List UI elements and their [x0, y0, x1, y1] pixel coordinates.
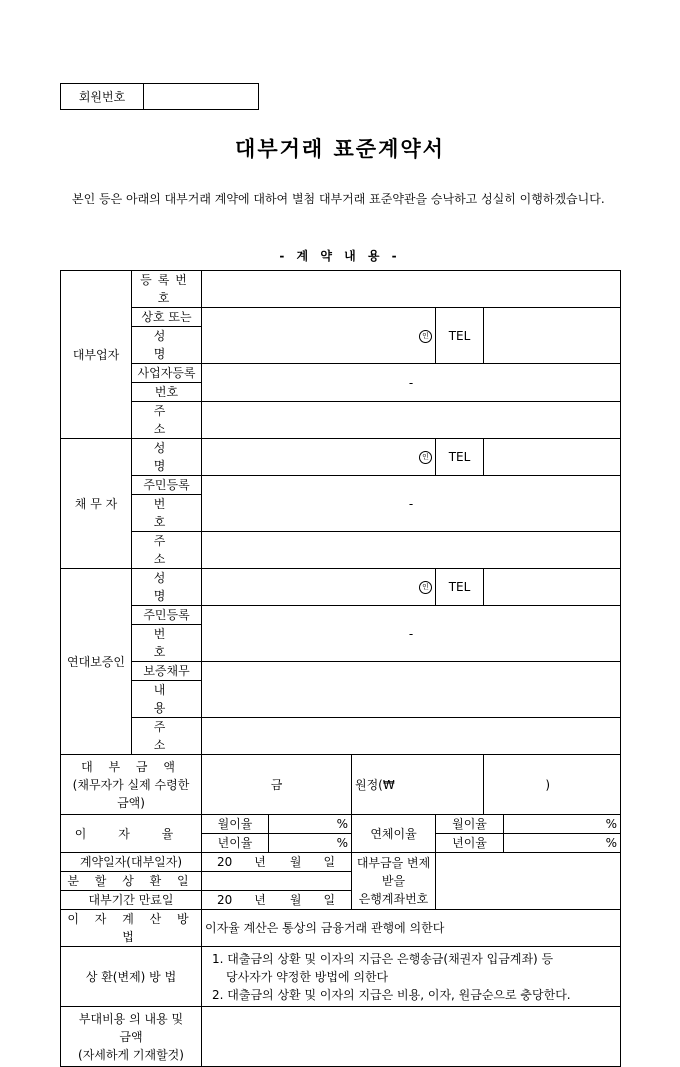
extra-cost-label-2: 금액	[119, 1029, 143, 1044]
guarantor-debt-field[interactable]	[202, 662, 621, 718]
contract-day-unit: 일	[323, 855, 336, 869]
document-title: 대부거래 표준계약서	[235, 137, 445, 161]
guarantor-addr-label: 주 소	[132, 718, 202, 755]
extra-cost-label	[61, 1007, 202, 1067]
contract-table	[60, 270, 621, 1067]
lender-bizno-label-1: 사업자등록	[132, 364, 202, 383]
guarantor-debt-label-1: 보증채무	[132, 662, 202, 681]
loan-amount-close: )	[484, 755, 621, 815]
loan-amount-label-1: 대 부 금 액	[81, 759, 181, 774]
lender-name-label-1: 상호 또는	[132, 308, 202, 327]
seal-icon: 인	[419, 330, 432, 343]
expiry-year-prefix: 20	[217, 893, 233, 907]
loan-amount-label	[61, 755, 202, 815]
repayment-line-2: 당사자가 약정한 방법에 의한다	[226, 969, 389, 984]
debtor-label: 채 무 자	[61, 439, 132, 569]
seal-icon: 인	[419, 451, 432, 464]
contract-year-unit: 년	[254, 855, 266, 869]
debtor-addr-label: 주 소	[132, 532, 202, 569]
guarantor-tel-field[interactable]	[484, 569, 621, 606]
debtor-tel-field[interactable]	[484, 439, 621, 476]
monthly-rate-label: 월이율	[202, 815, 269, 834]
guarantor-id-label-1: 주민등록	[132, 606, 202, 625]
interest-calc-value: 이자율 계산은 통상의 금융거래 관행에 의한다	[202, 910, 621, 947]
overdue-yearly-field[interactable]: %	[504, 834, 621, 853]
section-subtitle: - 계 약 내 용 -	[279, 249, 401, 263]
guarantor-tel-label: TEL	[436, 569, 484, 606]
extra-cost-label-3: (자세하게 기재할것)	[78, 1047, 184, 1062]
yearly-rate-field[interactable]: %	[269, 834, 352, 853]
lender-reg-no-field[interactable]	[202, 271, 621, 308]
account-field[interactable]	[436, 853, 621, 910]
debtor-id-field[interactable]: -	[202, 476, 621, 532]
guarantor-label: 연대보증인	[61, 569, 132, 755]
lender-name-field[interactable]	[202, 308, 436, 364]
contract-year-prefix: 20	[217, 855, 233, 869]
debtor-name-label: 성 명	[132, 439, 202, 476]
guarantor-id-field[interactable]: -	[202, 606, 621, 662]
contract-month-unit: 월	[289, 855, 302, 869]
lender-name-label-2: 성 명	[132, 327, 202, 364]
extra-cost-field[interactable]	[202, 1007, 621, 1067]
member-number-box	[60, 83, 259, 110]
expiry-date-label: 대부기간 만료일	[61, 891, 202, 910]
guarantor-name-field[interactable]	[202, 569, 436, 606]
overdue-monthly-label: 월이율	[436, 815, 504, 834]
loan-amount-won: 원정(₩	[355, 777, 395, 792]
member-number-label: 회원번호	[61, 84, 144, 110]
lender-tel-field[interactable]	[484, 308, 621, 364]
overdue-rate-label: 연체이율	[352, 815, 436, 853]
intro-text: 본인 등은 아래의 대부거래 계약에 대하여 별첨 대부거래 표준약관을 승낙하고 성실히 이행하겠습니다.	[72, 192, 605, 206]
interest-rate-label: 이 자 율	[61, 815, 202, 853]
expiry-month-unit: 월	[289, 893, 302, 907]
expiry-year-unit: 년	[254, 893, 266, 907]
lender-addr-label: 주 소	[132, 402, 202, 439]
expiry-day-unit: 일	[323, 893, 336, 907]
lender-addr-field[interactable]	[202, 402, 621, 439]
debtor-name-field[interactable]	[202, 439, 436, 476]
contract-date-field[interactable]	[202, 853, 352, 872]
debtor-tel-label: TEL	[436, 439, 484, 476]
lender-tel-label: TEL	[436, 308, 484, 364]
debtor-id-label-2: 번 호	[132, 495, 202, 532]
lender-bizno-label-2: 번호	[132, 383, 202, 402]
repayment-label: 상 환(변제) 방 법	[61, 947, 202, 1007]
yearly-rate-label: 년이율	[202, 834, 269, 853]
repayment-method	[202, 947, 621, 1007]
lender-bizno-field[interactable]: -	[202, 364, 621, 402]
account-label	[352, 853, 436, 910]
loan-amount-geum: 금	[202, 755, 352, 815]
loan-amount-won-cell[interactable]	[352, 755, 484, 815]
account-label-1: 대부금을 변제받을	[356, 856, 431, 888]
overdue-yearly-label: 년이율	[436, 834, 504, 853]
monthly-rate-field[interactable]: %	[269, 815, 352, 834]
loan-amount-label-2: (채무자가 실제 수령한	[72, 777, 190, 792]
debtor-addr-field[interactable]	[202, 532, 621, 569]
seal-icon: 인	[419, 581, 432, 594]
guarantor-debt-label-2: 내 용	[132, 681, 202, 718]
guarantor-name-label: 성 명	[132, 569, 202, 606]
installment-date-field[interactable]	[202, 872, 352, 891]
expiry-date-field[interactable]	[202, 891, 352, 910]
lender-reg-no-label: 등록번호	[132, 271, 202, 308]
installment-date-label: 분 할 상 환 일	[61, 872, 202, 891]
loan-amount-label-3: 금액)	[117, 795, 145, 810]
account-label-2: 은행계좌번호	[358, 892, 429, 906]
repayment-line-1: 1. 대출금의 상환 및 이자의 지급은 은행송금(채권자 입금계좌) 등	[212, 951, 554, 966]
member-number-field[interactable]	[144, 84, 259, 110]
debtor-id-label-1: 주민등록	[132, 476, 202, 495]
guarantor-id-label-2: 번 호	[132, 625, 202, 662]
overdue-monthly-field[interactable]: %	[504, 815, 621, 834]
guarantor-addr-field[interactable]	[202, 718, 621, 755]
lender-label: 대부업자	[61, 271, 132, 439]
interest-calc-label: 이 자 계 산 방 법	[61, 910, 202, 947]
contract-date-label: 계약일자(대부일자)	[61, 853, 202, 872]
repayment-line-3: 2. 대출금의 상환 및 이자의 지급은 비용, 이자, 원금순으로 충당한다.	[212, 987, 571, 1002]
extra-cost-label-1: 부대비용 의 내용 및	[78, 1011, 184, 1026]
